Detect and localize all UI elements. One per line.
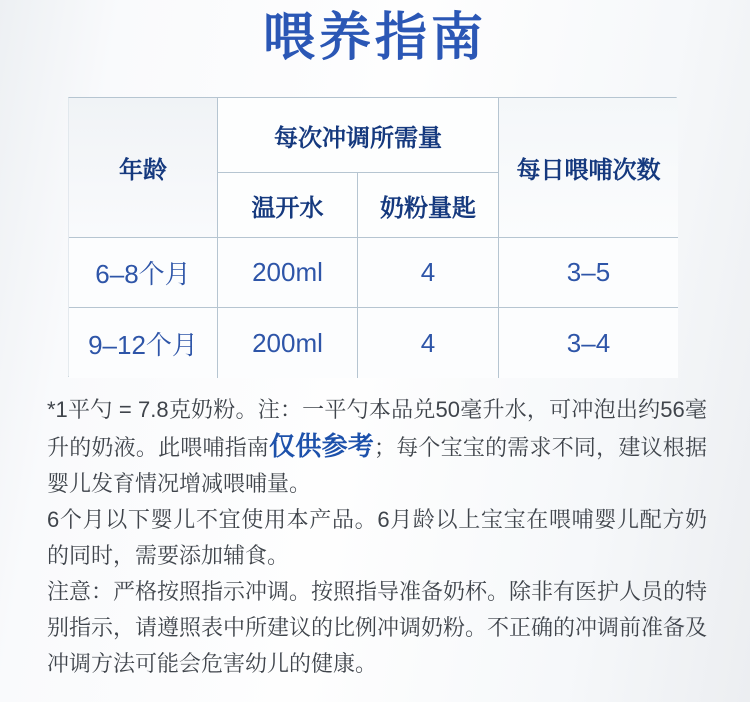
reference-only-highlight: 仅供参考 [269,431,374,461]
header-warm-water: 温开水 [218,173,358,238]
note-preparation-warning: 注意：严格按照指示冲调。按照指导准备奶杯。除非有医护人员的特别指示，请遵照表中所建议的比例冲调奶粉。不正确的冲调前准备及冲调方法可能会危害幼儿的健康。 [47,579,708,676]
note-scoop-text-before: *1平勺 = 7.8克奶粉。注：一平勺本品兑50毫升水，可冲泡出约56毫升的奶液。此喂哺指南 [47,397,707,460]
header-age: 年龄 [69,98,218,238]
header-daily-feeds: 每日喂哺次数 [499,98,678,238]
row2-daily-cell: 3–4 [499,308,678,378]
note-scoop-definition [47,392,707,502]
row2-age-cell: 9–12个月 [69,308,218,378]
feeding-table [68,97,677,377]
footnotes [47,392,707,682]
header-formula-scoops: 奶粉量匙 [358,173,499,238]
note-scoop-text-after: ；每个宝宝的需求不同，建议根据婴儿发育情况增减喂哺量。 [47,435,707,496]
row1-scoops-cell: 4 [358,238,499,308]
row2-scoops-cell: 4 [358,308,499,378]
row1-water-cell: 200ml [218,238,358,308]
row1-daily-cell: 3–5 [499,238,678,308]
page-title: 喂养指南 [262,9,487,67]
row1-age-cell: 6–8个月 [69,238,218,308]
note-age-suitability: 6个月以下婴儿不宜使用本产品。6月龄以上宝宝在喂哺婴儿配方奶的同时，需要添加辅食。 [47,507,707,568]
header-per-feed-amount: 每次冲调所需量 [218,98,499,173]
row2-water-cell: 200ml [218,308,358,378]
